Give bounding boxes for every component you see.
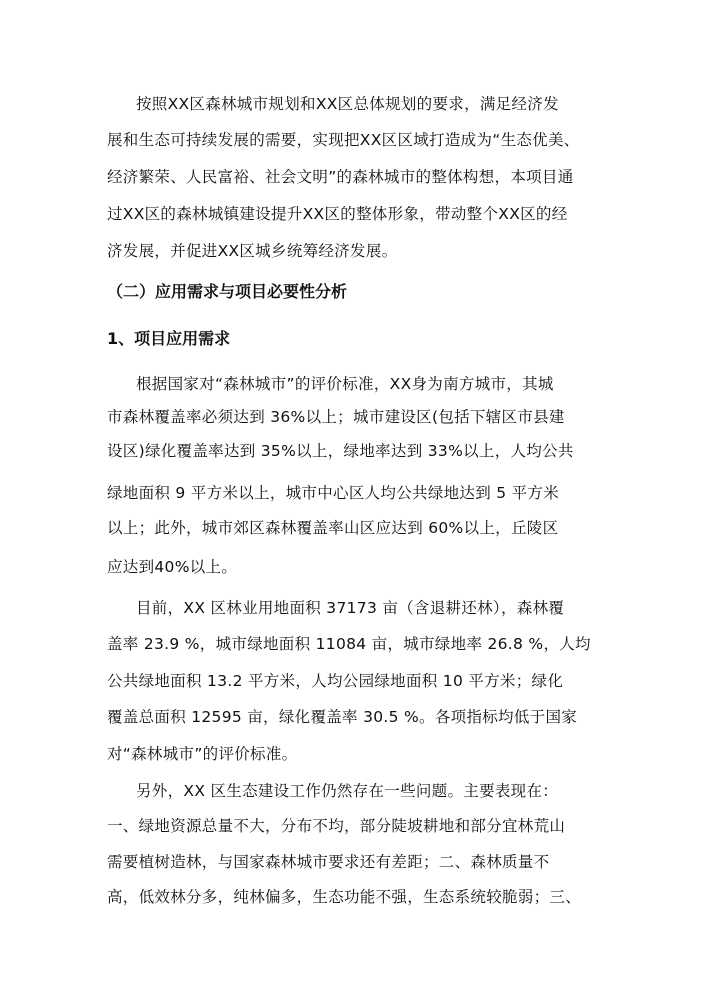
text-line: 按照XX区森林城市规划和XX区总体规划的要求，满足经济发 bbox=[136, 95, 559, 113]
text-line: 经济繁荣、人民富裕、社会文明”的森林城市的整体构想，本项目通 bbox=[107, 168, 574, 186]
text-line: 过XX区的森林城镇建设提升XX区的整体形象，带动整个XX区的经 bbox=[107, 205, 568, 223]
text-line: 展和生态可持续发展的需要，实现把XX区区域打造成为“生态优美、 bbox=[107, 131, 580, 149]
text-line: 绿地面积 9 平方米以上，城市中心区人均公共绿地达到 5 平方米 bbox=[107, 484, 560, 502]
subsection-heading: 1、项目应用需求 bbox=[107, 329, 231, 348]
text-line: 根据国家对“森林城市”的评价标准，XX身为南方城市，其城 bbox=[136, 375, 554, 393]
text-line: 目前，XX 区林业用地面积 37173 亩（含退耕还林），森林覆 bbox=[136, 599, 565, 617]
section-heading: （二）应用需求与项目必要性分析 bbox=[107, 282, 348, 301]
text-line: 盖率 23.9 %，城市绿地面积 11084 亩，城市绿地率 26.8 %，人均 bbox=[107, 635, 591, 653]
text-line: 市森林覆盖率必须达到 36%以上；城市建设区(包括下辖区市县建 bbox=[107, 408, 565, 426]
text-line: 需要植树造林，与国家森林城市要求还有差距；二、森林质量不 bbox=[107, 853, 550, 871]
text-line: 以上；此外，城市郊区森林覆盖率山区应达到 60%以上，丘陵区 bbox=[107, 519, 559, 537]
text-line: 对“森林城市”的评价标准。 bbox=[107, 745, 298, 763]
text-line: 设区)绿化覆盖率达到 35%以上，绿地率达到 33%以上，人均公共 bbox=[107, 442, 574, 460]
text-line: 一、绿地资源总量不大，分布不均，部分陡坡耕地和部分宜林荒山 bbox=[107, 817, 566, 835]
text-line: 公共绿地面积 13.2 平方米，人均公园绿地面积 10 平方米；绿化 bbox=[107, 672, 564, 690]
text-line: 应达到40%以上。 bbox=[107, 558, 238, 576]
text-line: 济发展，并促进XX区城乡统筹经济发展。 bbox=[107, 242, 398, 260]
text-line: 另外，XX 区生态建设工作仍然存在一些问题。主要表现在： bbox=[136, 782, 559, 800]
text-line: 高，低效林分多，纯林偏多，生态功能不强，生态系统较脆弱；三、 bbox=[107, 888, 582, 906]
text-line: 覆盖总面积 12595 亩，绿化覆盖率 30.5 %。各项指标均低于国家 bbox=[107, 708, 578, 726]
